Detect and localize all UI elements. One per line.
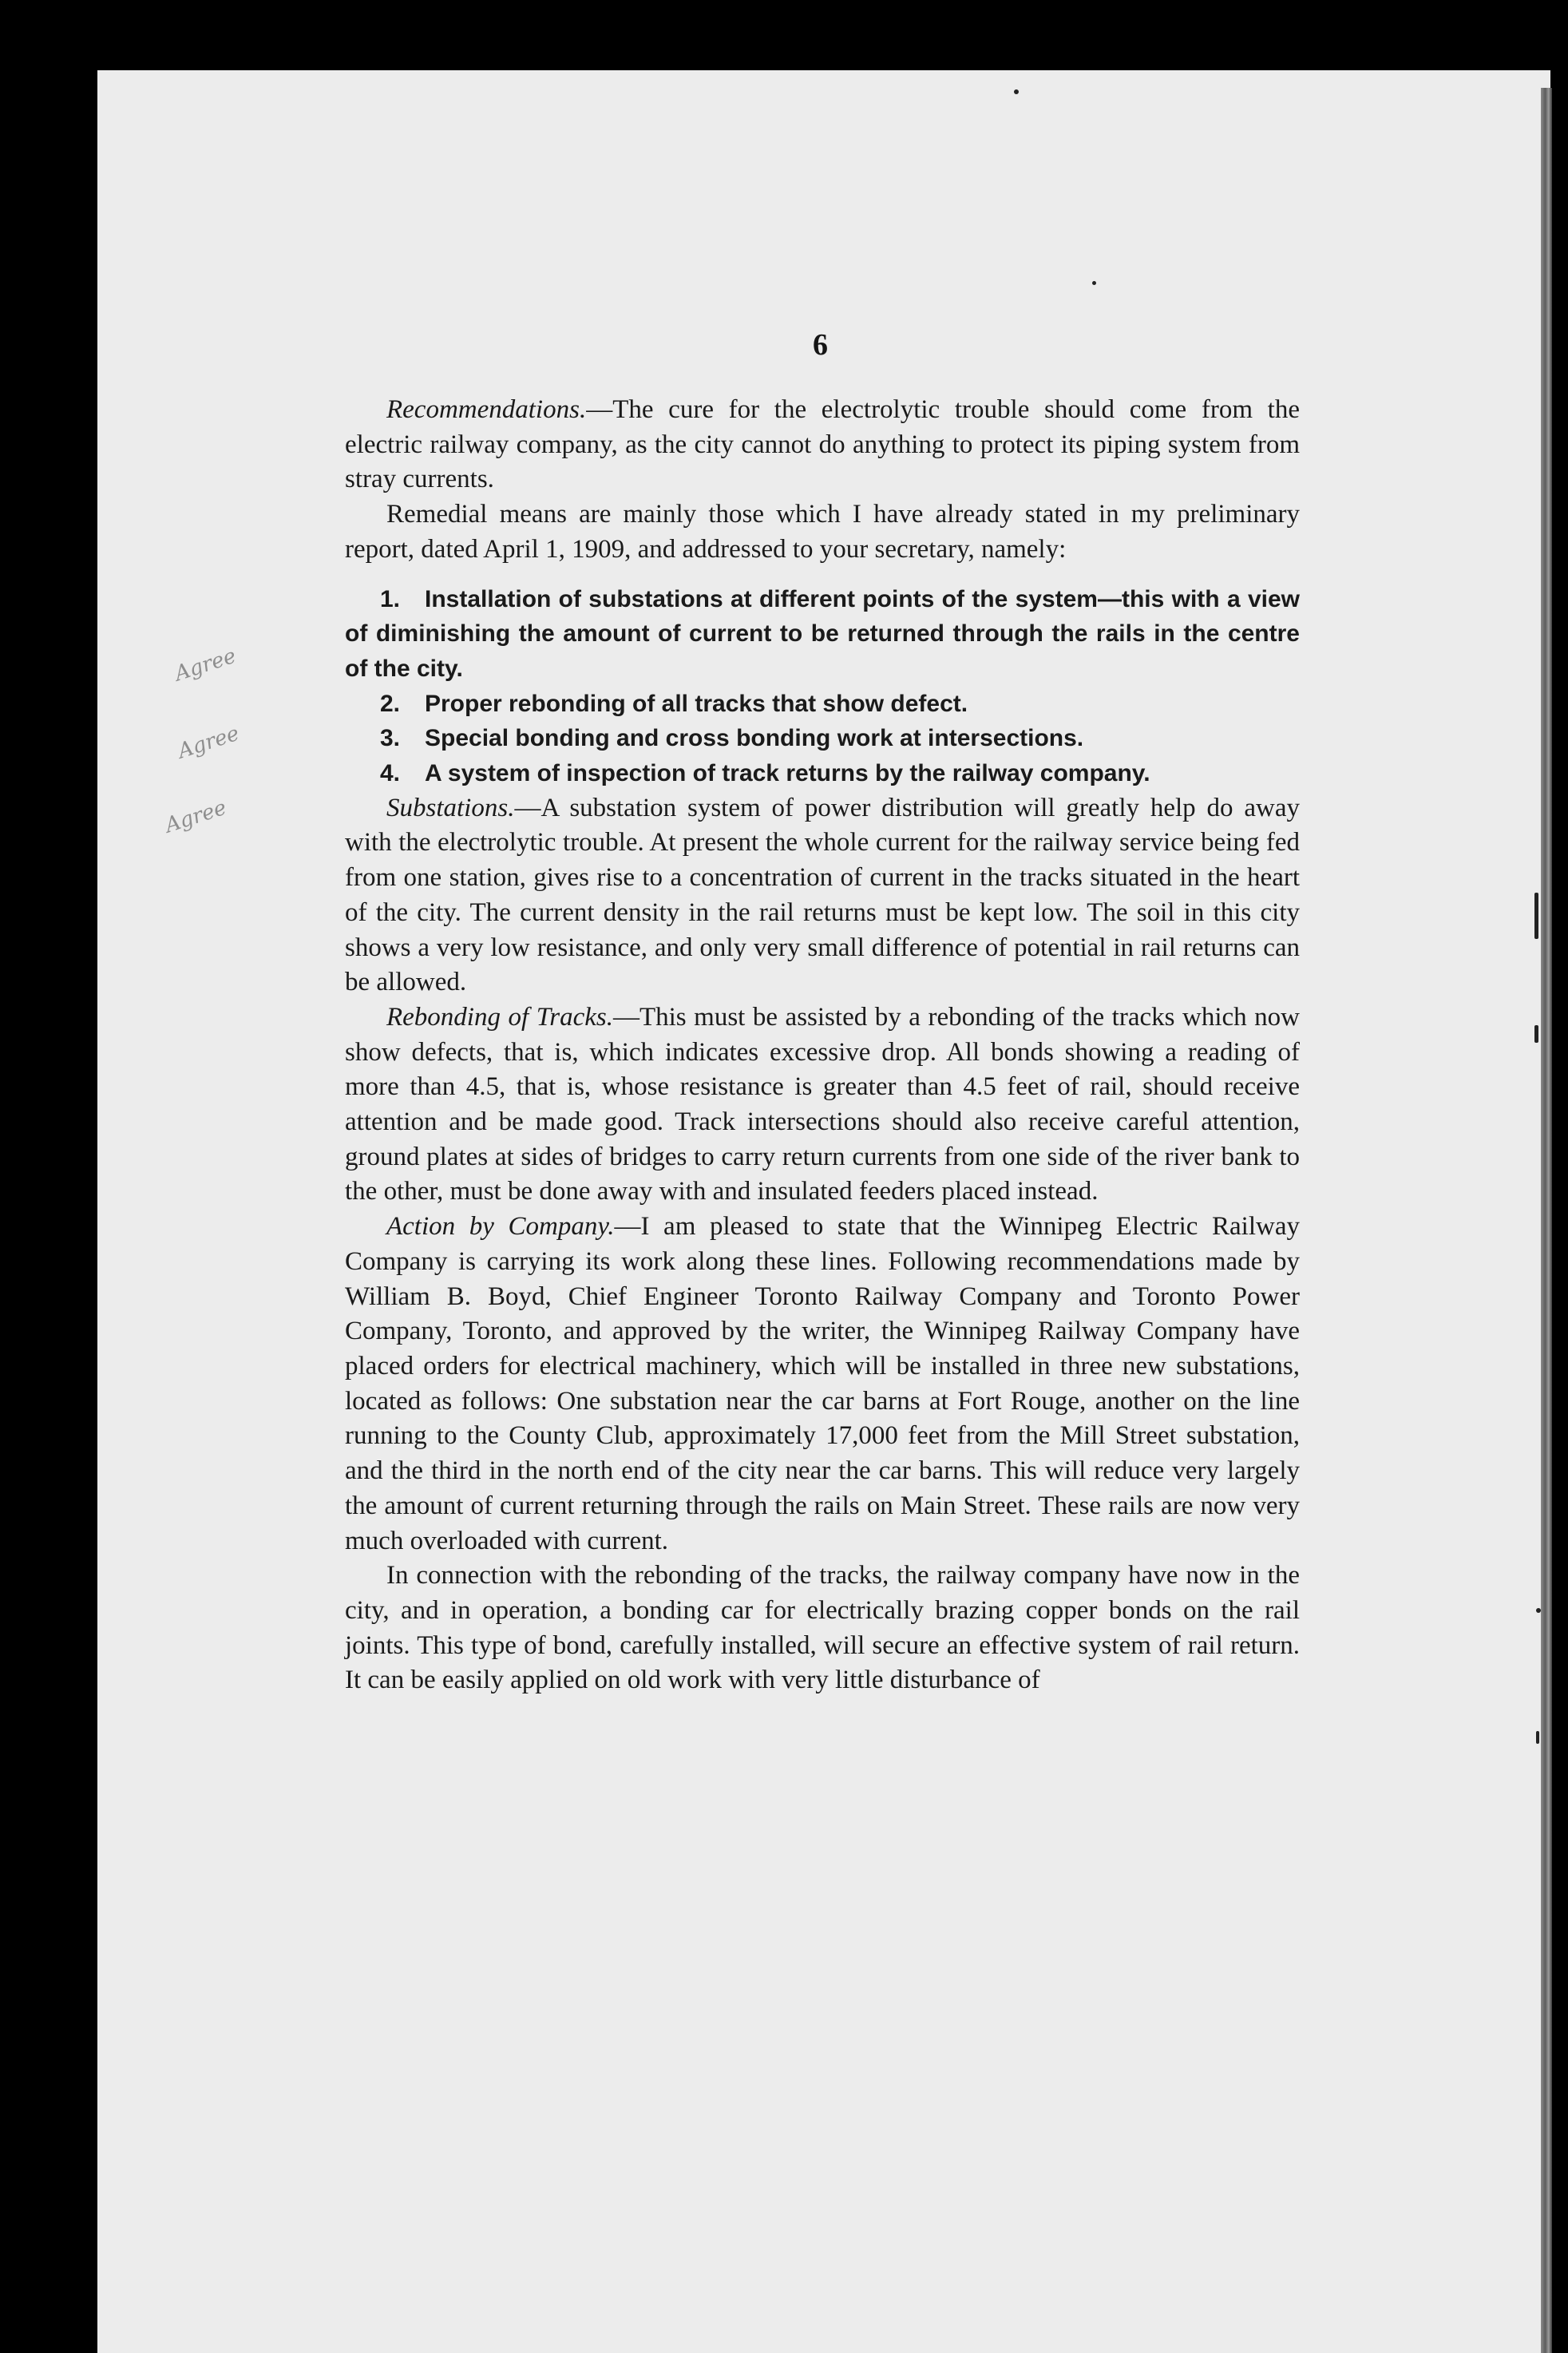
body-text (345, 393, 1300, 1698)
list-item: 4. A system of inspection of track returns by the railway company. (380, 760, 1150, 787)
list-item: 1. Installation of substations at different points of the system—this with a view of diminishing the amount of current to be returned through the rails in the centre of the city. (345, 585, 1300, 682)
margin-note: Agree (175, 721, 243, 764)
margin-note: Agree (172, 644, 240, 687)
scan-speck (1534, 893, 1538, 939)
paragraph-recommendations: Recommendations.—The cure for the electrolytic trouble should come from the electric railway company, as the city cannot do anything to protect its piping system from stray currents. (345, 395, 1300, 494)
scan-speck (1536, 1731, 1539, 1744)
side-heading: Recommendations. (386, 395, 587, 424)
paragraph-connection: In connection with the rebonding of the tracks, the railway company have now in the city, and in operation, a bonding car for electrically brazing copper bonds on the rail joints. This type of bond, carefully installed, will secure an effective system of rail return. It can be easily applied on old work with very little disturbance of (345, 1561, 1300, 1695)
page-number: 6 (813, 328, 828, 362)
list-item: 2. Proper rebonding of all tracks that show defect. (380, 690, 968, 717)
margin-note: Agree (162, 795, 230, 838)
paragraph-rebonding: Rebonding of Tracks.—This must be assisted by a rebonding of the tracks which now show defects, that is, which indicates excessive drop. All bonds showing a reading of more than 4.5, that is, whose resistance is greater than 4.5 feet of rail, should receive attention and be made good. Track intersections should also receive careful attention, ground plates at sides of bridges to carry return currents from one side of the river bank to the other, must be done away with and insulated feeders placed instead. (345, 1002, 1300, 1206)
side-heading: Rebonding of Tracks. (386, 1002, 613, 1032)
side-heading: Action by Company. (386, 1212, 615, 1242)
list-item: 3. Special bonding and cross bonding work at intersections. (380, 725, 1084, 752)
paragraph-substations: Substations.—A substation system of power distribution will greatly help do away with the electrolytic trouble. At present the whole current for the railway service being fed from one station, gives rise to a concentration of current in the tracks situated in the heart of the city. The current density in the rail returns must be kept low. The soil in this city shows a very low resistance, and only very small difference of potential in rail returns can be allowed. (345, 793, 1300, 997)
scan-speck (1534, 1025, 1538, 1043)
paragraph-remedial: Remedial means are mainly those which I have already stated in my preliminary report, dated April 1, 1909, and addressed to your secretary, namely: (345, 500, 1300, 564)
numbered-list (345, 582, 1300, 791)
paragraph-action: Action by Company.—I am pleased to state that the Winnipeg Electric Railway Company is carrying its work along these lines. Following recommendations made by William B. Boyd, Chief Engineer Toronto Railway Company and Toronto Power Company, Toronto, and approved by the writer, the Winnipeg Railway Company have placed orders for electrical machinery, which will be installed in three new substations, located as follows: One substation near the car barns at Fort Rouge, another on the line running to the County Club, approximately 17,000 feet from the Mill Street substation, and the third in the north end of the city near the car barns. This will reduce very largely the amount of current returning through the rails on Main Street. These rails are now very much overloaded with current. (345, 1212, 1300, 1555)
side-heading: Substations. (386, 793, 515, 822)
scan-speck (1092, 281, 1096, 285)
scan-speck (1536, 1608, 1541, 1613)
scan-speck (1014, 89, 1019, 94)
page-edge (1541, 88, 1552, 2353)
